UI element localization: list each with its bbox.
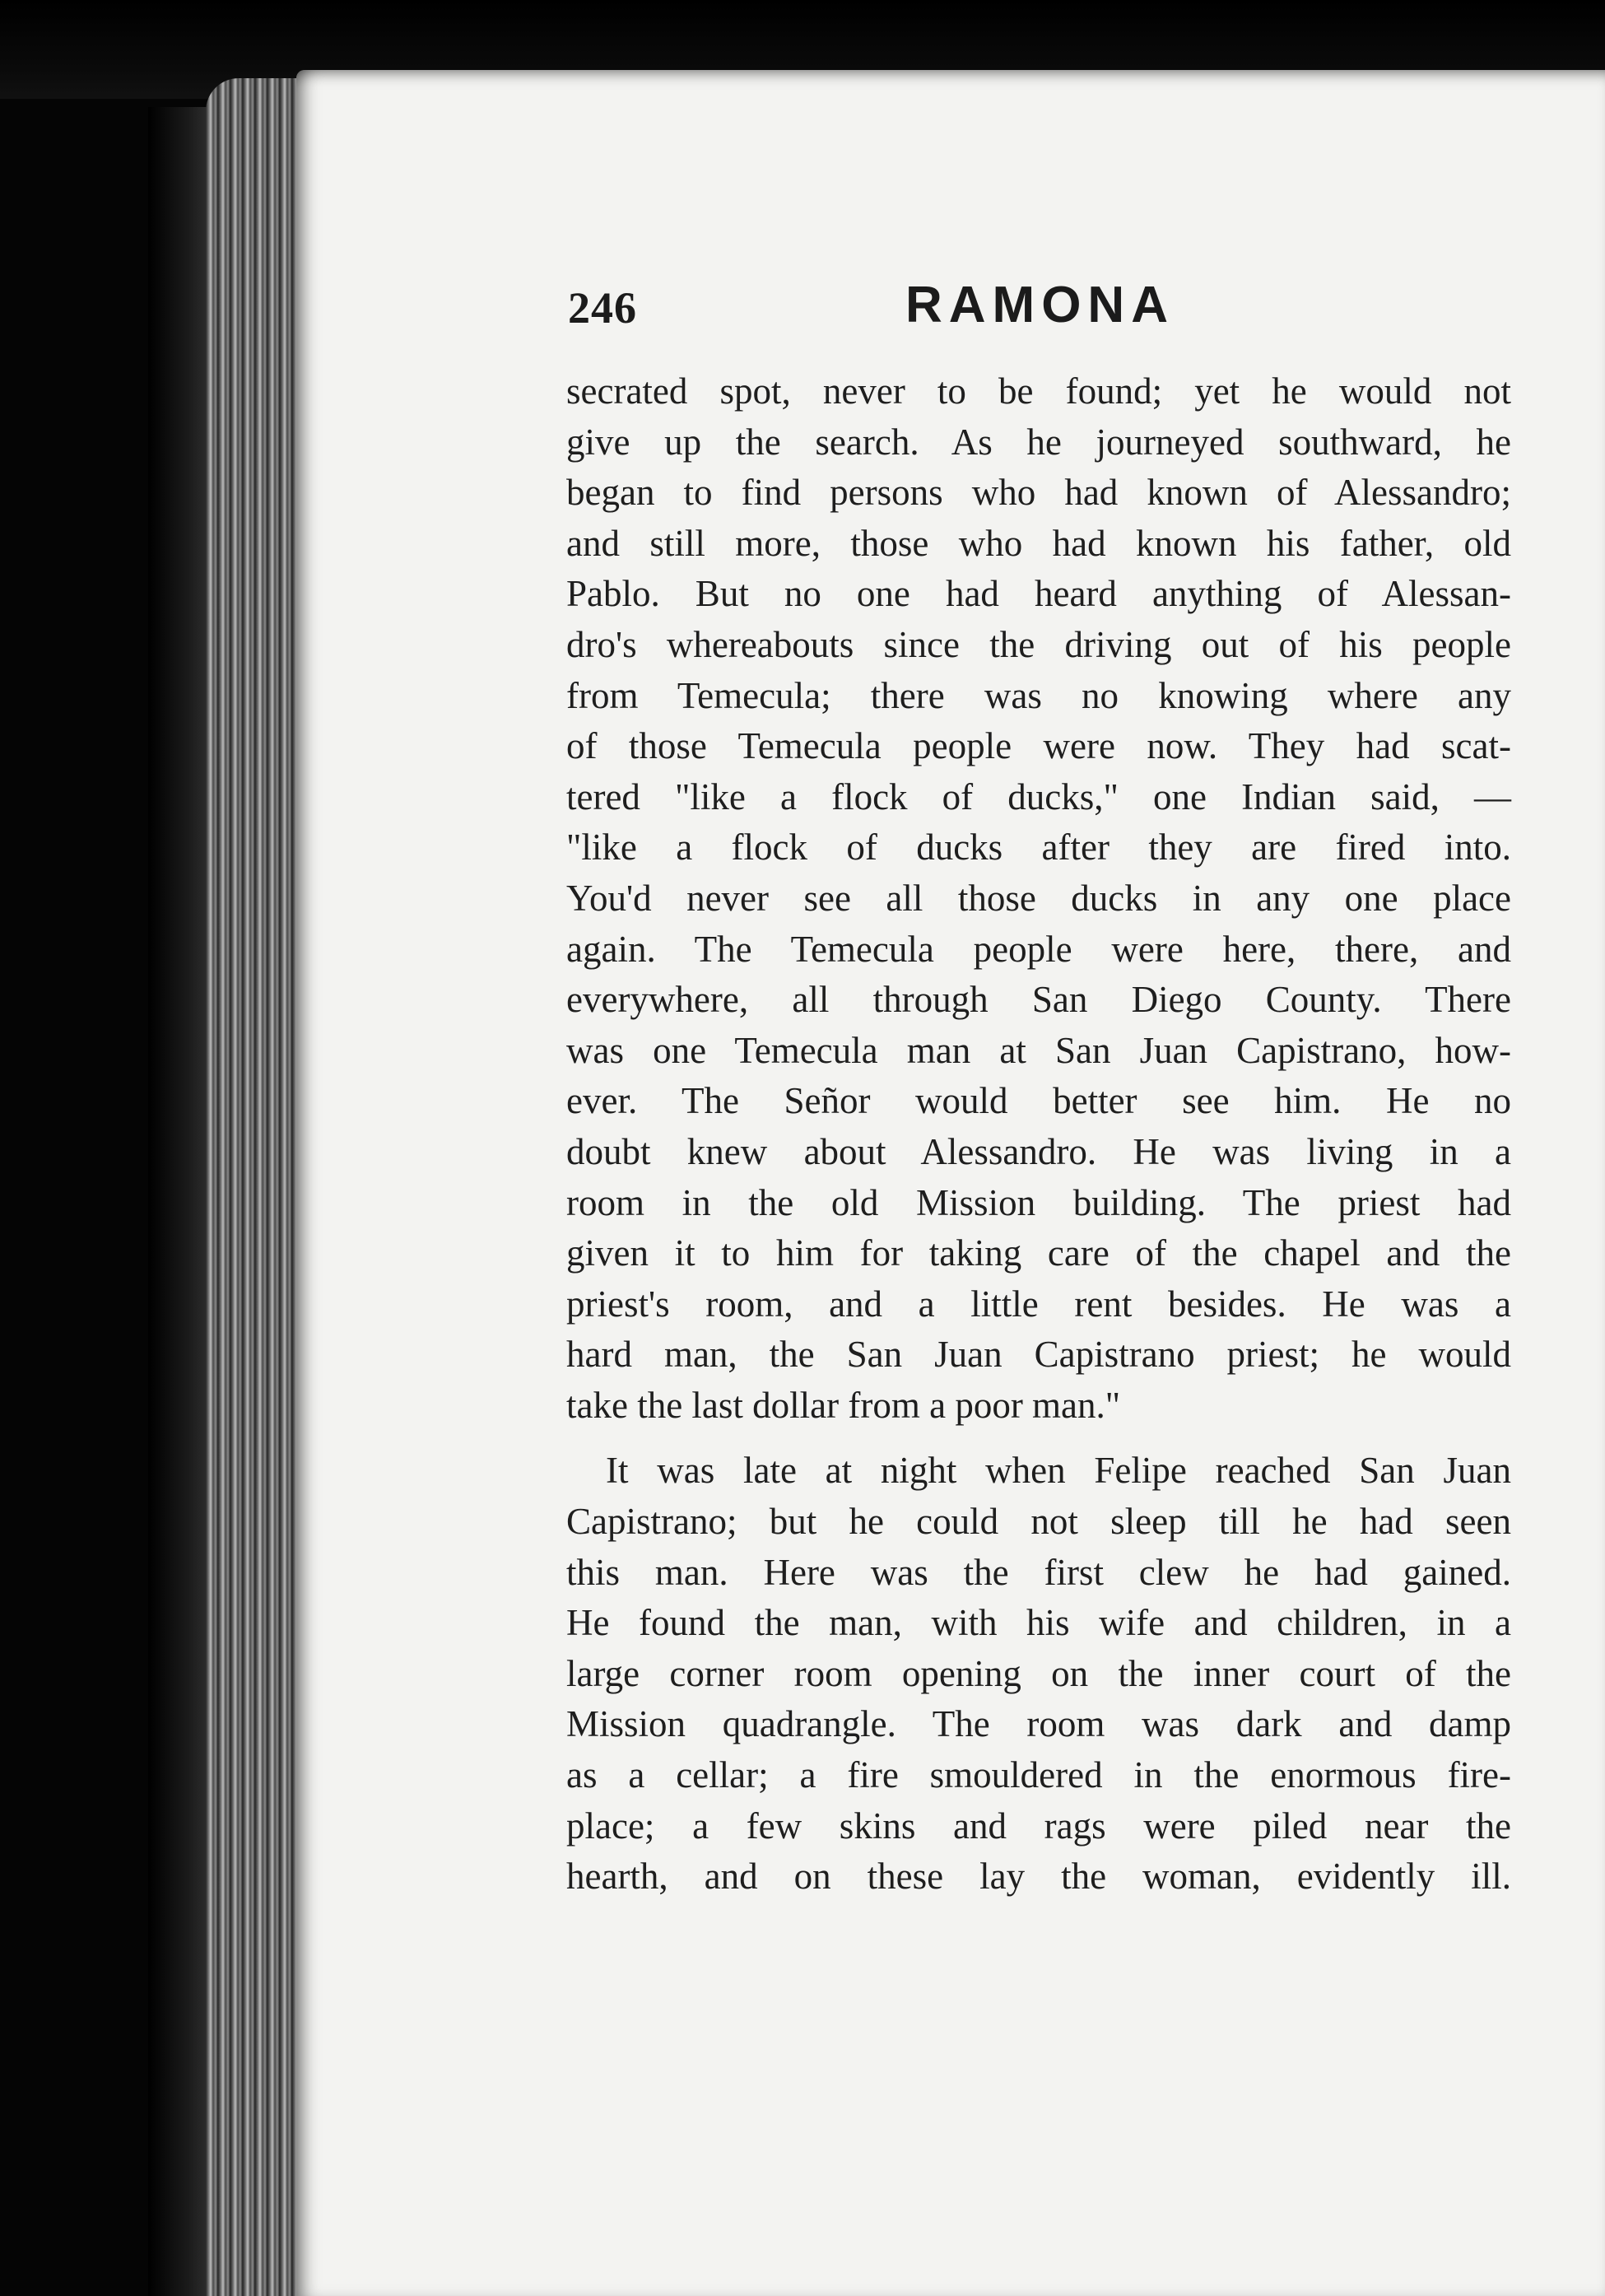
book-spine-shadow	[148, 107, 214, 2296]
text-line: again. The Temecula people were here, there, and	[566, 928, 1511, 970]
text-line: You'd never see all those ducks in any one place	[566, 877, 1511, 919]
text-line: place; a few skins and rags were piled near the	[566, 1805, 1511, 1847]
text-line: give up the search. As he journeyed southward, he	[566, 421, 1511, 463]
text-line: began to find persons who had known of Alessandro;	[566, 472, 1511, 514]
paragraph	[566, 1446, 1511, 1902]
text-line: dro's whereabouts since the driving out of his people	[566, 623, 1511, 665]
text-line: doubt knew about Alessandro. He was living in a	[566, 1130, 1511, 1172]
text-line: He found the man, with his wife and children, in a	[566, 1602, 1511, 1644]
text-line: and still more, those who had known his father, old	[566, 522, 1511, 564]
text-line: "like a flock of ducks after they are fired into.	[566, 827, 1511, 869]
body-text	[566, 366, 1511, 1902]
text-line: It was late at night when Felipe reached San Juan	[606, 1450, 1511, 1492]
text-line: take the last dollar from a poor man."	[566, 1384, 1121, 1426]
text-line: tered "like a flock of ducks," one Indian said, —	[566, 775, 1511, 817]
text-line: hard man, the San Juan Capistrano priest; he would	[566, 1334, 1511, 1376]
text-line: hearth, and on these lay the woman, evidently ill.	[566, 1856, 1511, 1898]
running-title: RAMONA	[905, 277, 1175, 333]
text-line: priest's room, and a little rent besides. He was a	[566, 1283, 1511, 1325]
text-line: secrated spot, never to be found; yet he would not	[566, 370, 1511, 412]
text-line: room in the old Mission building. The priest had	[566, 1181, 1511, 1223]
text-line: large corner room opening on the inner court of the	[566, 1652, 1511, 1694]
page-header	[568, 276, 1556, 358]
text-line: was one Temecula man at San Juan Capistrano, how-	[566, 1029, 1511, 1071]
text-line: given it to him for taking care of the chapel and the	[566, 1232, 1511, 1274]
paragraph	[566, 366, 1511, 1431]
book-page-edges	[206, 78, 305, 2296]
text-line: Pablo. But no one had heard anything of Alessan-	[566, 573, 1511, 615]
paragraph-gap	[566, 1431, 1511, 1446]
text-line: this man. Here was the first clew he had gained.	[566, 1551, 1511, 1593]
text-line: everywhere, all through San Diego County. There	[566, 979, 1511, 1021]
page-number: 246	[568, 283, 637, 333]
text-line: from Temecula; there was no knowing where any	[566, 674, 1511, 716]
text-line: ever. The Señor would better see him. He no	[566, 1080, 1511, 1122]
text-line: Capistrano; but he could not sleep till he had seen	[566, 1501, 1511, 1543]
text-line: Mission quadrangle. The room was dark and damp	[566, 1703, 1511, 1745]
text-line: of those Temecula people were now. They had scat-	[566, 725, 1511, 767]
text-line: as a cellar; a fire smouldered in the enormous fire-	[566, 1754, 1511, 1796]
